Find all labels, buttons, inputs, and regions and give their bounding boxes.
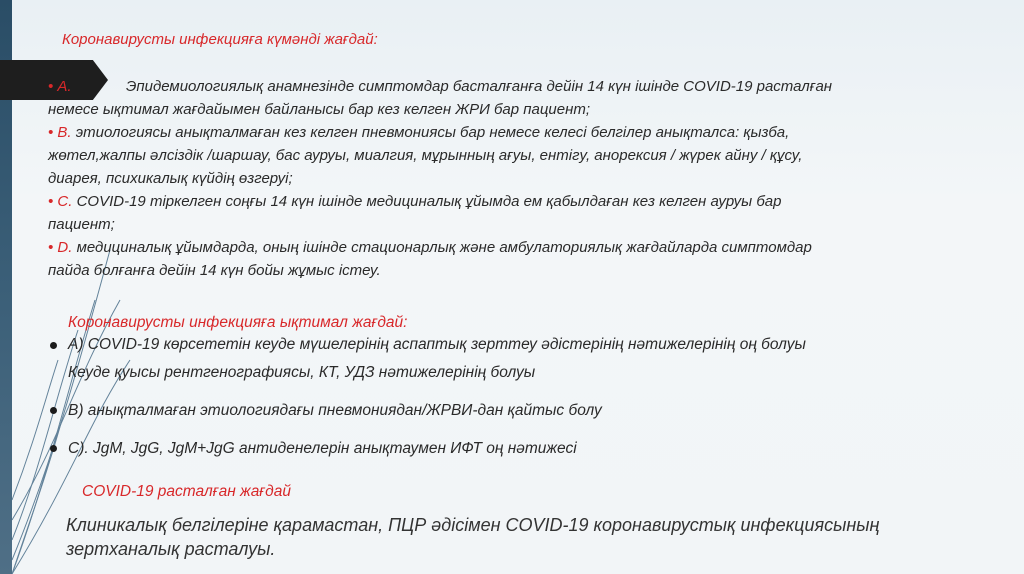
suspected-item-d [48,236,1008,259]
item-marker: • D. [48,239,73,256]
item-text-line: пациент; [48,216,115,233]
item-marker: • А. [48,78,72,95]
bullet-dot [50,342,57,349]
bullet-dot [50,445,57,452]
suspected-heading: Коронавирусты инфекцияға күмәнді жағдай: [62,31,378,48]
item-text-line: жөтел,жалпы әлсіздік /шаршау, бас ауруы, миалгия, мұрынның ағуы, ентігу, анорексия / жүрек айну / құсу, [48,147,803,164]
item-marker: • В. [48,124,72,141]
probable-item-b: В) анықталмаған этиологиядағы пневмониядан/ЖРВИ-дан қайтыс болу [68,402,602,419]
suspected-item-b [48,121,1008,144]
probable-item-a-line2: Кеуде қуысы рентгенографиясы, КТ, УДЗ нәтижелерінің болуы [68,364,536,381]
confirmed-line2: зертханалық расталуы. [66,539,276,559]
suspected-item-a [48,75,1008,98]
item-text-line: этиологиясы анықталмаған кез келген пневмониясы бар немесе келесі белгілер анықталса: қызба, [75,124,790,141]
suspected-list [48,75,1008,282]
item-text-line: пайда болғанға дейін 14 күн бойы жұмыс істеу. [48,262,381,279]
probable-item-a-line1: А) COVID-19 көрсететін кеуде мүшелерінің аспаптық зерттеу әдістерінің нәтижелерінің оң болуы [68,336,806,353]
item-text-line: Эпидемиологиялық анамнезінде симптомдар басталғанға дейін 14 күн ішінде COVID-19 расталған [125,78,833,95]
confirmed-line1: Клиникалық белгілеріне қарамастан, ПЦР әдісімен COVID-19 коронавирустық инфекциясының [66,515,880,535]
bullet-dot [50,407,57,414]
probable-heading: Коронавирусты инфекцияға ықтимал жағдай: [68,314,408,331]
suspected-item-c [48,190,1008,213]
item-text-line: немесе ықтимал жағдайымен байланысы бар кез келген ЖРИ бар пациент; [48,101,591,118]
item-text-line: медициналық ұйымдарда, оның ішінде стационарлық және амбулаториялық жағдайларда симптомдар [76,239,812,256]
probable-item-c: С). JgM, JgG, JgM+JgG антиденелерін анықтаумен ИФТ оң нәтижесі [68,440,577,457]
item-text-line: COVID-19 тіркелген соңғы 14 күн ішінде медициналық ұйымда ем қабылдаған кез келген ауруы бар [76,193,782,210]
confirmed-heading: COVID-19 расталған жағдай [82,483,291,500]
item-marker: • С. [48,193,73,210]
item-text-line: диарея, психикалық күйдің өзгеруі; [48,170,293,187]
